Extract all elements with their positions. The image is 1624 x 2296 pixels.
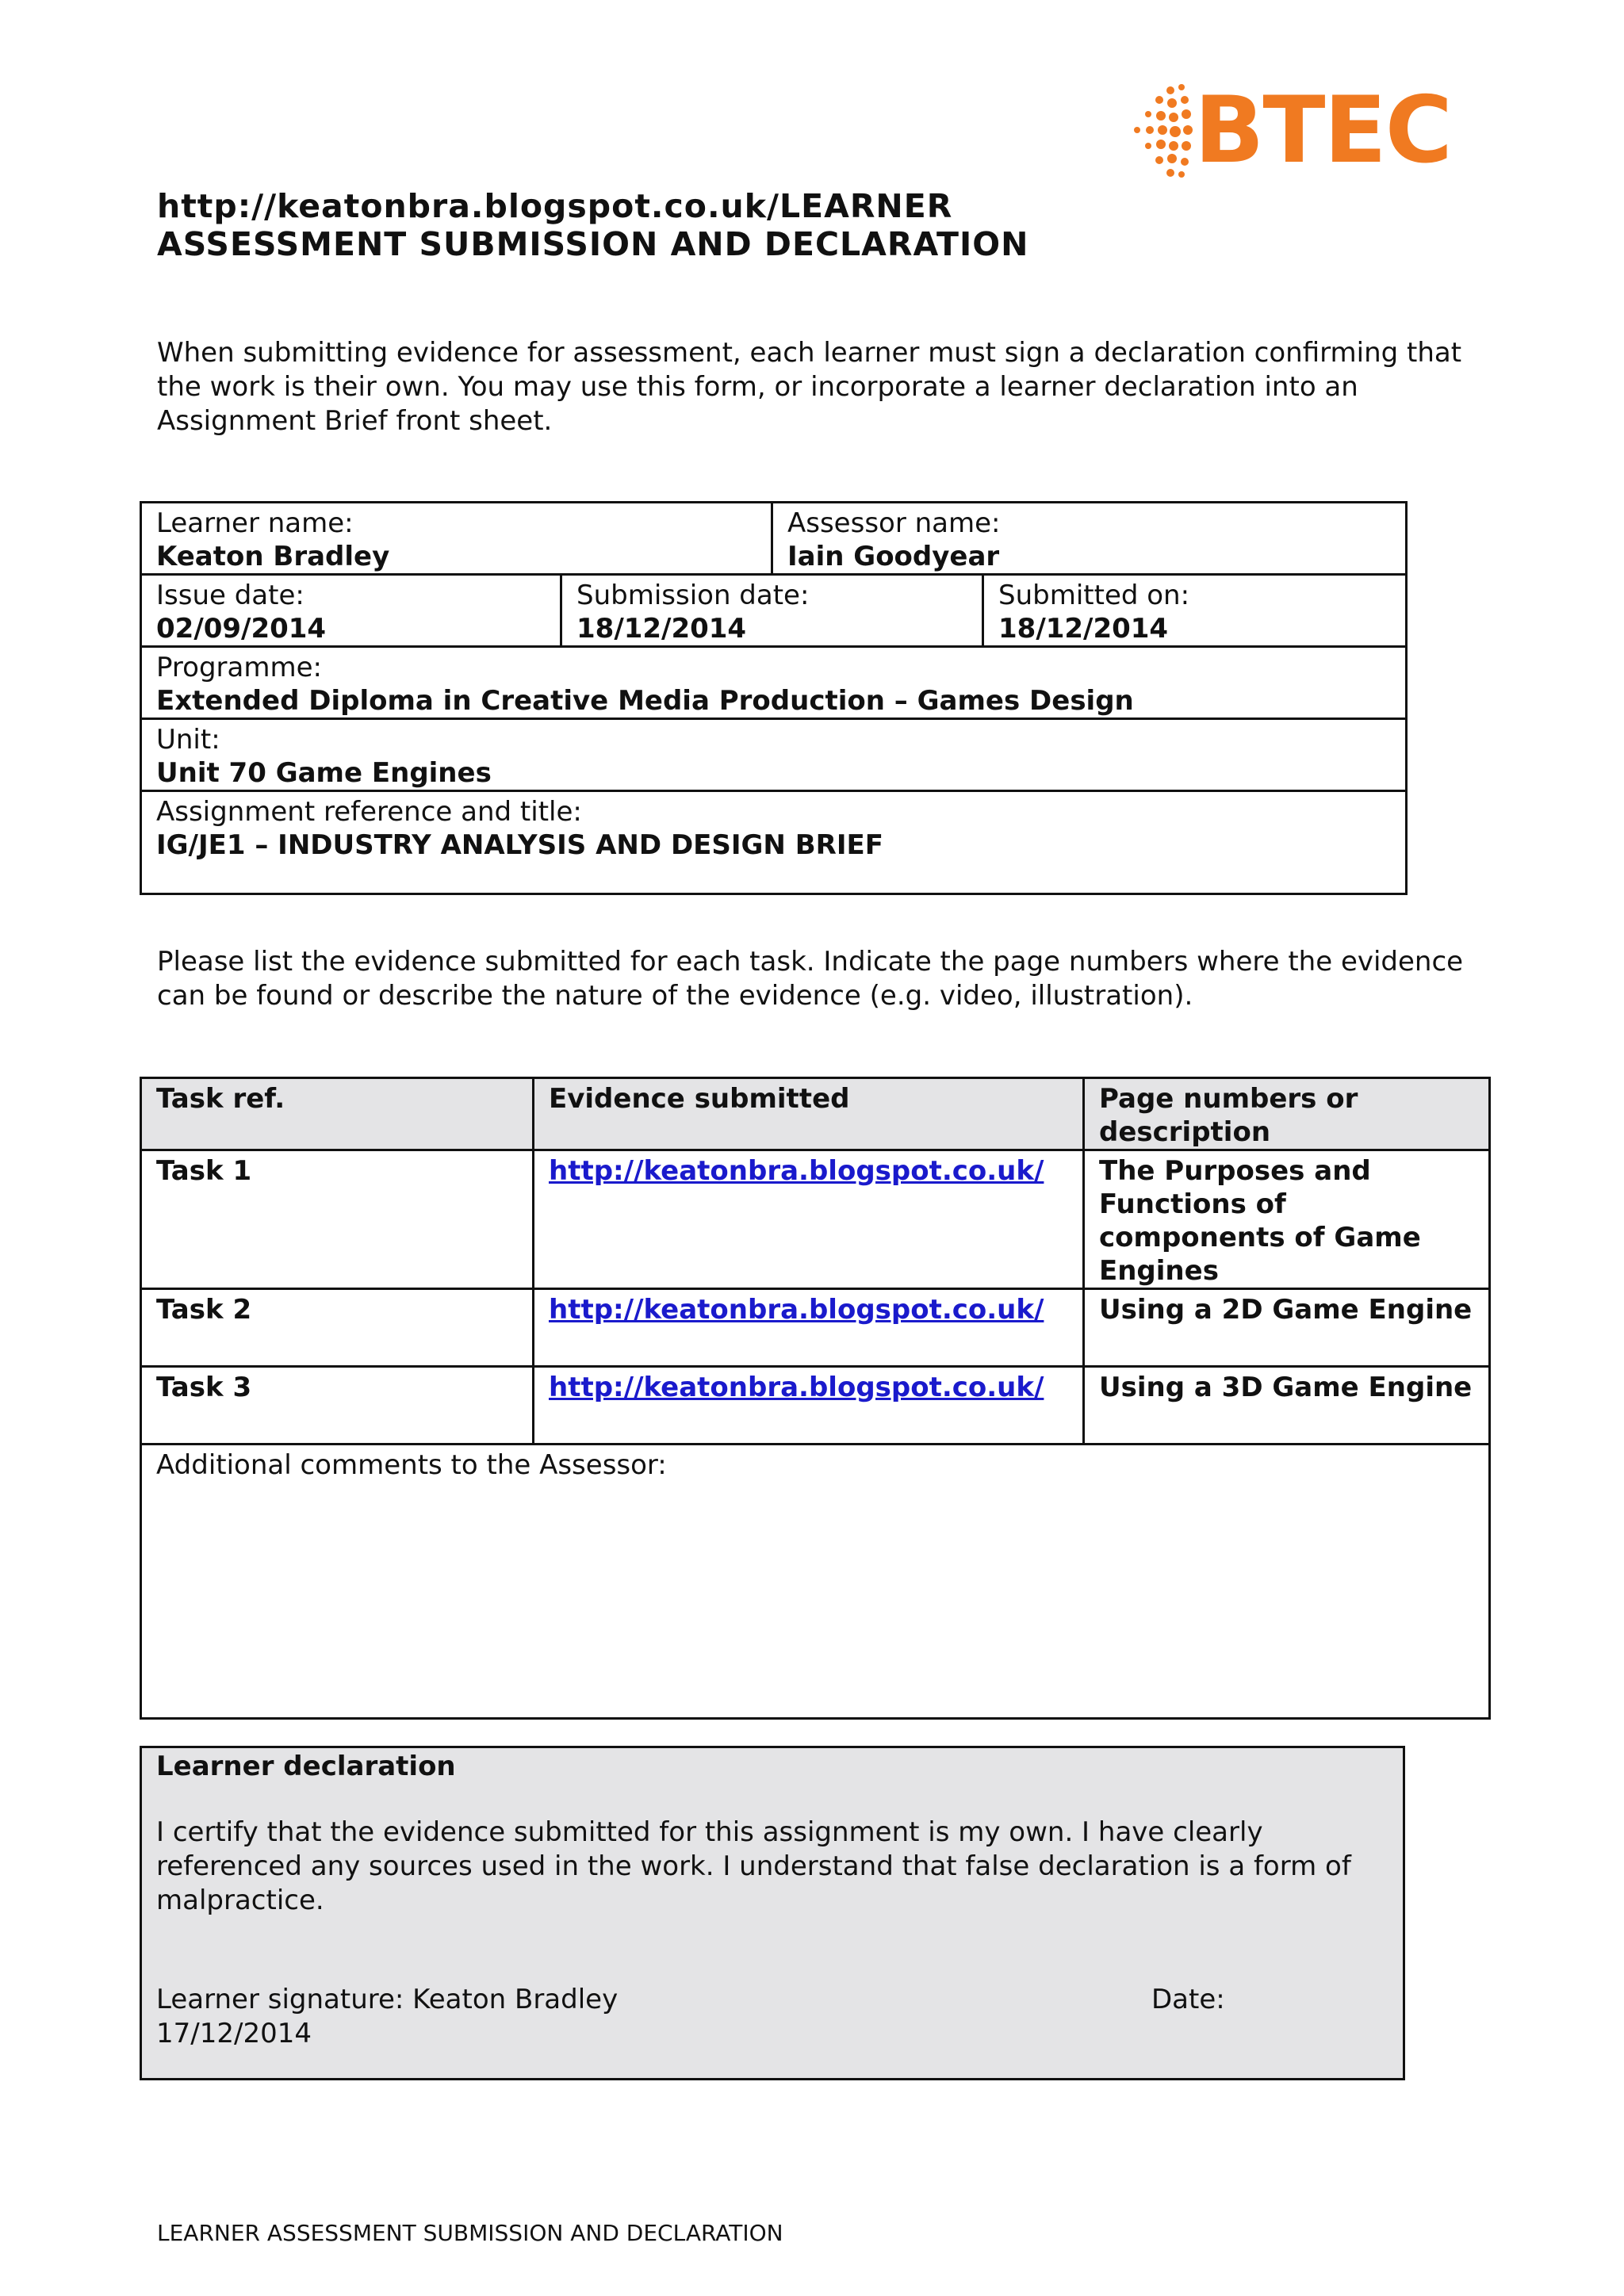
assignment-value: IG/JE1 – INDUSTRY ANALYSIS AND DESIGN BRIEF: [156, 829, 883, 861]
logo-text: BTEC: [1194, 77, 1451, 184]
assignment-cell: [141, 791, 1407, 894]
evidence-table: [140, 1077, 1491, 1720]
assessor-name-cell: [772, 503, 1407, 575]
page-title: [157, 187, 1426, 263]
issue-date-value: 02/09/2014: [156, 613, 327, 645]
evidence-link[interactable]: http://keatonbra.blogspot.co.uk/: [549, 1294, 1044, 1326]
table-row: [141, 503, 1407, 575]
additional-comments-cell[interactable]: [141, 1445, 1490, 1719]
task-ref: Task 1: [141, 1150, 534, 1289]
table-row: [141, 647, 1407, 719]
table-row: [141, 791, 1407, 894]
assessor-name-label: Assessor name:: [787, 507, 1001, 539]
submitted-on-label: Submitted on:: [998, 580, 1190, 611]
programme-label: Programme:: [156, 652, 322, 683]
assignment-label: Assignment reference and title:: [156, 796, 582, 828]
table-row: [141, 575, 1407, 647]
table-row: [141, 1367, 1490, 1445]
title-line-2: ASSESSMENT SUBMISSION AND DECLARATION: [157, 225, 1029, 263]
table-row: [141, 719, 1407, 791]
task-ref: Task 3: [141, 1367, 534, 1445]
instructions-text: Please list the evidence submitted for each task. Indicate the page numbers where the evidence can be found or describe the nature of the evidence (e.g. video, illustration).: [157, 946, 1464, 1012]
header-task-ref: Task ref.: [141, 1078, 534, 1150]
description: Using a 2D Game Engine: [1084, 1289, 1490, 1367]
evidence-link[interactable]: http://keatonbra.blogspot.co.uk/: [549, 1155, 1044, 1187]
assessment-info-table: [140, 501, 1408, 895]
description: The Purposes and Functions of components of Game Engines: [1084, 1150, 1490, 1289]
btec-logo: [1124, 77, 1451, 184]
header-description: Page numbers or description: [1084, 1078, 1490, 1150]
learner-name-label: Learner name:: [156, 507, 354, 539]
unit-value: Unit 70 Game Engines: [156, 757, 492, 789]
date-label: Date:: [1151, 1984, 1225, 2015]
signature-line: [156, 1983, 1388, 2017]
evidence-cell: [534, 1367, 1084, 1445]
task-ref: Task 2: [141, 1289, 534, 1367]
intro-text: When submitting evidence for assessment, each learner must sign a declaration confirming that the work is their own. You may use this form, or incorporate a learner declaration into an Assignment Brief front sheet.: [157, 337, 1462, 437]
submission-date-label: Submission date:: [576, 580, 810, 611]
learner-signature: Learner signature: Keaton Bradley: [156, 1984, 619, 2015]
evidence-link[interactable]: http://keatonbra.blogspot.co.uk/: [549, 1372, 1044, 1403]
page-footer: LEARNER ASSESSMENT SUBMISSION AND DECLARATION: [157, 2220, 783, 2246]
submission-date-cell: [561, 575, 983, 647]
additional-comments-label: Additional comments to the Assessor:: [156, 1449, 667, 1481]
submitted-on-value: 18/12/2014: [998, 613, 1169, 645]
declaration-date: 17/12/2014: [156, 2018, 312, 2049]
logo-dots-icon: [1124, 79, 1196, 182]
declaration-body: I certify that the evidence submitted for this assignment is my own. I have clearly referenced any sources used in the work. I understand that false declaration is a form of malpractice.: [156, 1816, 1351, 1916]
learner-name-cell: [141, 503, 772, 575]
programme-value: Extended Diploma in Creative Media Production – Games Design: [156, 685, 1134, 717]
submission-date-value: 18/12/2014: [576, 613, 747, 645]
unit-cell: [141, 719, 1407, 791]
submitted-on-cell: [983, 575, 1407, 647]
learner-declaration-box: [140, 1746, 1405, 2080]
description: Using a 3D Game Engine: [1084, 1367, 1490, 1445]
declaration-title: Learner declaration: [156, 1751, 456, 1782]
table-row: [141, 1289, 1490, 1367]
table-header-row: [141, 1078, 1490, 1150]
assessor-name-value: Iain Goodyear: [787, 541, 1000, 572]
programme-cell: [141, 647, 1407, 719]
evidence-cell: [534, 1150, 1084, 1289]
evidence-cell: [534, 1289, 1084, 1367]
issue-date-cell: [141, 575, 561, 647]
learner-name-value: Keaton Bradley: [156, 541, 390, 572]
unit-label: Unit:: [156, 724, 220, 756]
issue-date-label: Issue date:: [156, 580, 304, 611]
comments-row: [141, 1445, 1490, 1719]
table-row: [141, 1150, 1490, 1289]
title-line-1: http://keatonbra.blogspot.co.uk/LEARNER: [157, 187, 953, 225]
header-evidence: Evidence submitted: [534, 1078, 1084, 1150]
